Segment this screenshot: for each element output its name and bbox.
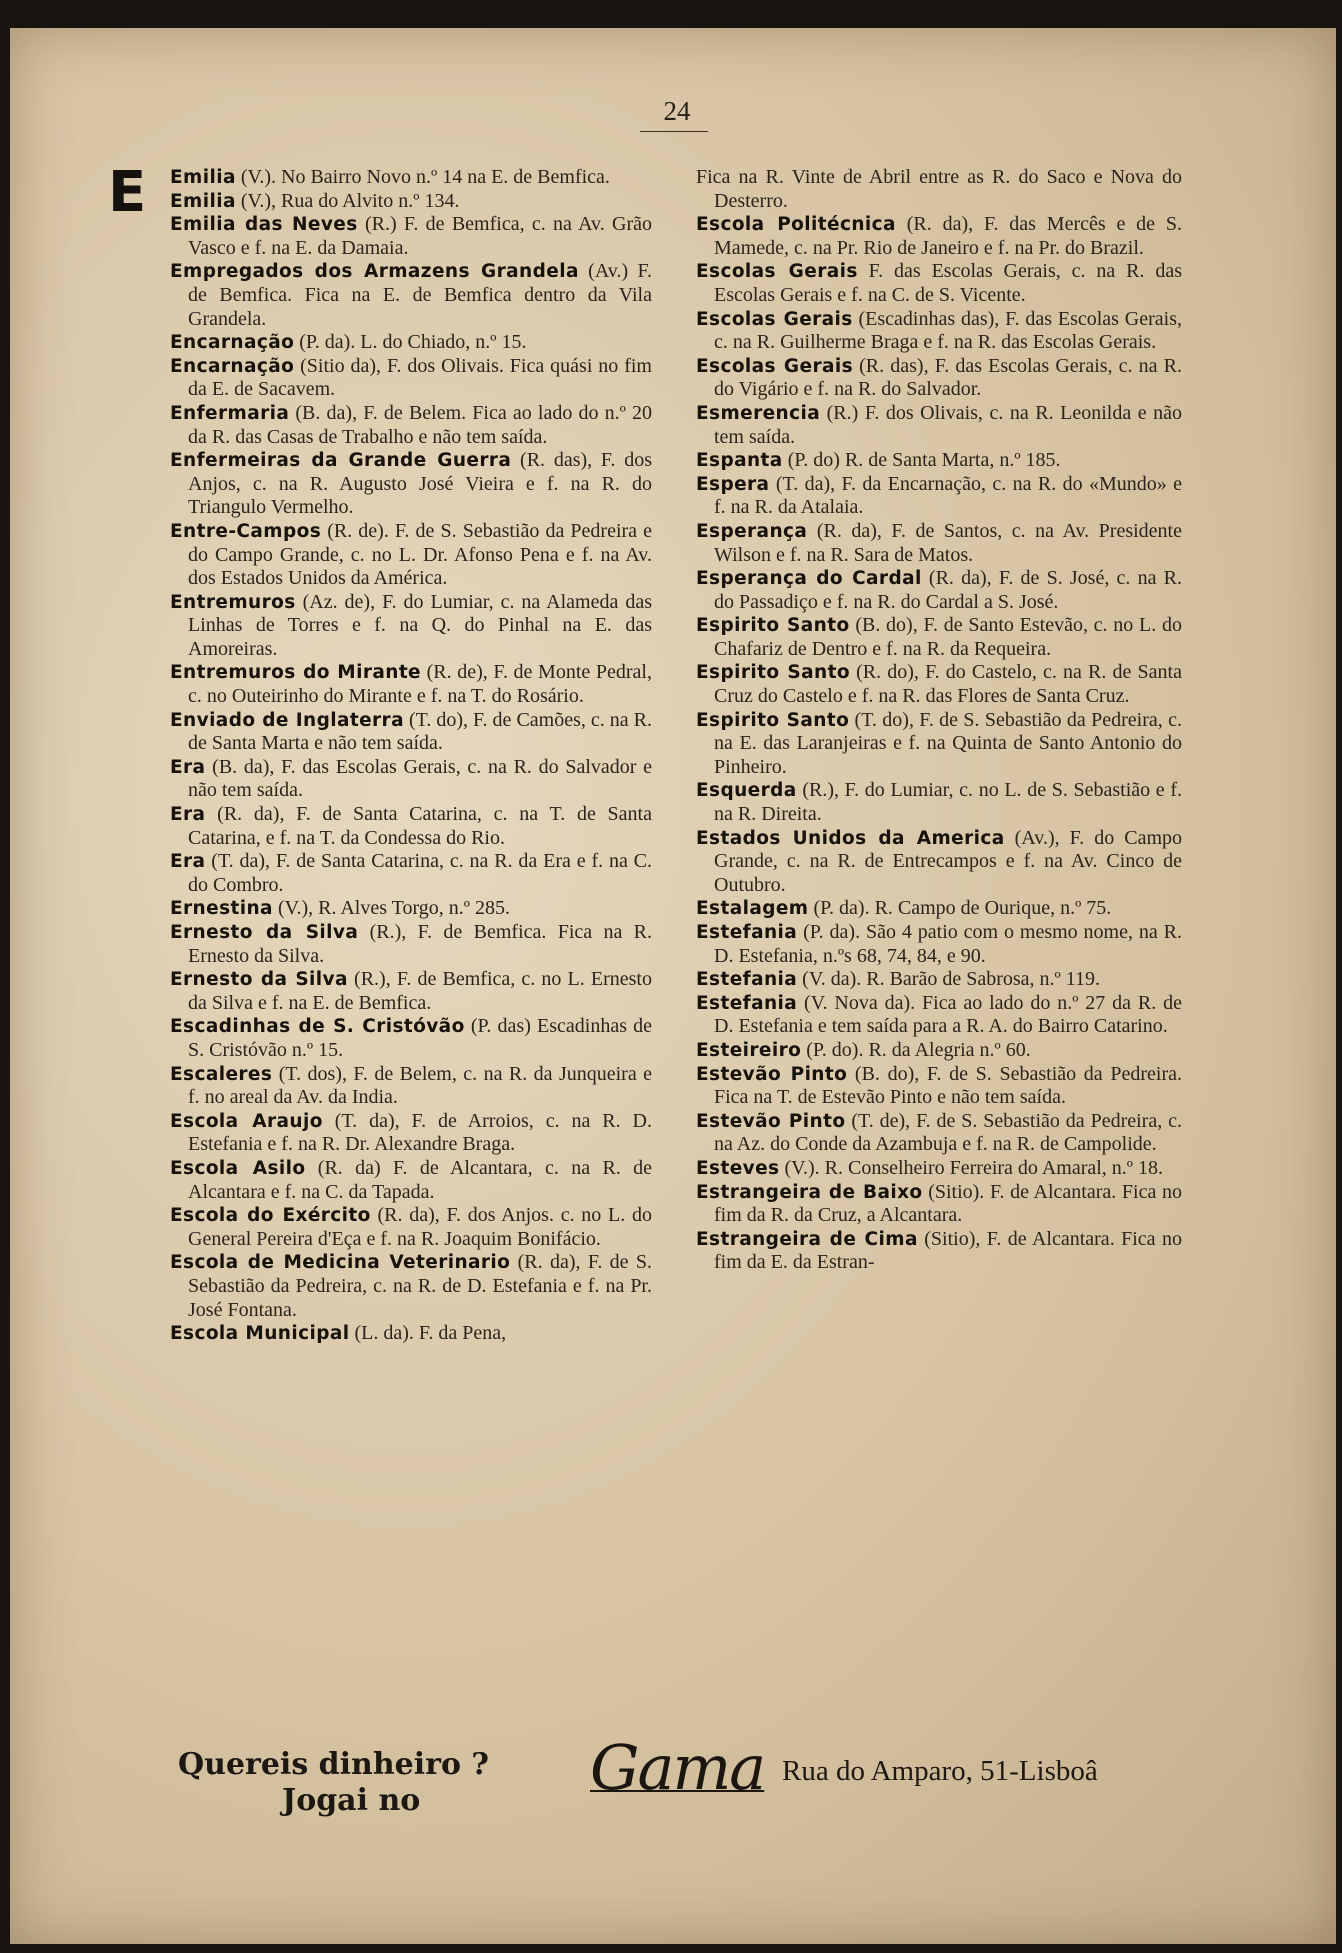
directory-entry	[696, 779, 1182, 826]
page-number: 24	[663, 96, 691, 126]
directory-entry	[696, 1157, 1182, 1181]
entry-text: (R. da) F. de Alcantara, c. na R. de Alcantara e f. na C. da Tapada.	[188, 1156, 652, 1203]
gama-logo: Gama	[590, 1731, 765, 1804]
directory-entry	[696, 1063, 1182, 1110]
entry-text: (T. do), F. de Camões, c. na R. de Santa Marta e não tem saída.	[188, 708, 652, 755]
entry-text: (Sitio). F. de Alcantara. Fica no fim da R. da Cruz, a Alcantara.	[714, 1180, 1182, 1227]
entry-headword: Escadinhas de S. Cristóvão	[170, 1016, 465, 1038]
directory-entry	[696, 166, 1182, 213]
directory-entry	[696, 921, 1182, 968]
page-number-rule	[640, 131, 708, 132]
entry-headword: Espanta	[696, 450, 783, 472]
entry-headword: Escola Araujo	[170, 1110, 323, 1132]
entry-headword: Estefania	[696, 969, 798, 991]
entry-text: (L. da). F. da Pena,	[349, 1322, 507, 1345]
directory-entry	[696, 520, 1182, 567]
entry-text: (Av.), F. do Campo Grande, c. na R. de Entrecampos e f. na Av. Cinco de Outubro.	[714, 826, 1182, 896]
entry-headword: Escolas Gerais	[696, 261, 858, 283]
entry-text: (T. da), F. da Encarnação, c. na R. do «Mundo» e f. na R. da Atalaia.	[714, 472, 1182, 519]
directory-entry	[696, 213, 1182, 260]
ad-address: Rua do Amparo, 51-Lisboâ	[782, 1755, 1098, 1787]
section-letter: E	[108, 160, 147, 225]
entry-text: (T. da), F. de Santa Catarina, c. na R. da Era e f. na C. do Combro.	[188, 850, 652, 896]
directory-entry	[696, 1039, 1182, 1063]
entry-text: (B. da), F. de Belem. Fica ao lado do n.º 20 da R. das Casas de Trabalho e não tem saída.	[188, 401, 652, 448]
entry-text: (Av.) F. de Bemfica. Fica na E. de Bemfica dentro da Vila Grandela.	[188, 260, 652, 330]
entry-text: (R. das), F. das Escolas Gerais, c. na R. do Vigário e f. na R. do Salvador.	[714, 354, 1182, 401]
entry-headword: Escola do Exército	[170, 1205, 371, 1227]
entry-text: (V.). R. Conselheiro Ferreira do Amaral, n.º 18.	[779, 1156, 1164, 1179]
entry-text: (P. da). L. do Chiado, n.º 15.	[294, 331, 527, 354]
entry-headword: Esteves	[696, 1157, 780, 1179]
directory-entry	[696, 897, 1182, 921]
directory-entry	[170, 190, 652, 214]
entry-headword: Estevão Pinto	[696, 1063, 848, 1085]
entry-headword: Espirito Santo	[696, 709, 850, 731]
entry-headword: Era	[170, 804, 206, 826]
entry-headword: Estalagem	[696, 898, 809, 920]
entry-headword: Esmerencia	[696, 402, 821, 424]
right-column	[696, 166, 1182, 1275]
entry-text: (V.). No Bairro Novo n.º 14 na E. de Bemfica.	[235, 166, 610, 188]
directory-entry	[696, 567, 1182, 614]
entry-headword: Espirito Santo	[696, 662, 850, 684]
directory-entry	[170, 166, 652, 190]
directory-entry	[696, 260, 1182, 307]
directory-entry	[170, 449, 652, 520]
entry-headword: Ernesto da Silva	[170, 922, 359, 943]
entry-text: (B. do), F. de Santo Estevão, c. no L. do Chafariz de Dentro e f. na R. da Requeira.	[714, 614, 1182, 660]
directory-entry	[696, 308, 1182, 355]
entry-text: (T. de), F. de S. Sebastião da Pedreira, c. na Az. do Conde da Azambuja e f. na R. de Campolide.	[714, 1109, 1182, 1156]
entry-text: (R. da), F. de Santos, c. na Av. Presidente Wilson e f. na R. Sara de Matos.	[714, 519, 1182, 566]
directory-entry	[170, 850, 652, 897]
entry-text: (V. Nova da). Fica ao lado do n.º 27 da R. de D. Estefania e tem saída para a R. A. do Bairro Catarino.	[714, 991, 1182, 1038]
entry-text: (R. de), F. de Monte Pedral, c. no Outeirinho do Mirante e f. na T. do Rosário.	[188, 661, 652, 708]
directory-entry	[170, 402, 652, 449]
directory-entry	[170, 968, 652, 1015]
directory-entry	[696, 661, 1182, 708]
directory-entry	[170, 1015, 652, 1062]
directory-entry	[696, 1181, 1182, 1228]
entry-text: (B. do), F. de S. Sebastião da Pedreira. Fica na T. de Estevão Pinto e não tem saída.	[714, 1062, 1182, 1109]
entry-headword: Estevão Pinto	[696, 1110, 846, 1132]
entry-headword: Enviado de Inglaterra	[170, 709, 404, 731]
directory-entry	[170, 331, 652, 355]
directory-entry	[170, 756, 652, 803]
entry-text: (Sitio da), F. dos Olivais. Fica quási no fim da E. de Sacavem.	[188, 354, 652, 401]
directory-entry	[696, 402, 1182, 449]
directory-entry	[696, 614, 1182, 661]
entry-text: (B. da), F. das Escolas Gerais, c. na R. do Salvador e não tem saída.	[188, 755, 652, 802]
entry-text: (V.), Rua do Alvito n.º 134.	[235, 189, 460, 212]
ad-call: Jogai no	[282, 1783, 421, 1818]
directory-entry	[170, 520, 652, 591]
entry-headword: Esperança	[696, 520, 808, 542]
entry-headword: Estados Unidos da America	[696, 827, 1005, 849]
directory-entry	[696, 1110, 1182, 1157]
directory-entry	[170, 661, 652, 708]
directory-entry	[170, 1157, 652, 1204]
directory-entry	[696, 355, 1182, 402]
entry-headword: Emilia	[170, 190, 236, 212]
entry-text: F. das Escolas Gerais, c. na R. das Escolas Gerais e f. na C. de S. Vicente.	[714, 260, 1182, 306]
entry-text: (R. da), F. de S. Sebastião da Pedreira, c. na R. de D. Estefania e f. na Pr. José Fontana.	[188, 1251, 652, 1321]
directory-entry	[696, 1228, 1182, 1275]
directory-entry	[170, 803, 652, 850]
entry-headword: Escola de Medicina Veterinario	[170, 1252, 511, 1274]
entry-text: (P. do) R. de Santa Marta, n.º 185.	[782, 449, 1061, 472]
directory-entry	[696, 473, 1182, 520]
entry-headword: Entre-Campos	[170, 520, 322, 542]
entry-text: (R. de). F. de S. Sebastião da Pedreira e do Campo Grande, c. no L. Dr. Afonso Pena e f. na Av. dos Estados Unidos da América.	[188, 519, 652, 590]
entry-text: (R.) F. de Bemfica, c. na Av. Grão Vasco e f. na E. da Damaia.	[188, 213, 652, 259]
entry-headword: Estefania	[696, 992, 798, 1014]
entry-text: (T. dos), F. de Belem, c. na R. da Junqueira e f. no areal da Av. da India.	[188, 1062, 652, 1109]
entry-headword: Encarnação	[170, 332, 295, 354]
entry-headword: Escolas Gerais	[696, 308, 853, 330]
entry-text: (R. da), F. dos Anjos. c. no L. do General Pereira d'Eça e f. na R. Joaquim Bonifácio.	[188, 1204, 652, 1250]
entry-headword: Empregados dos Armazens Grandela	[170, 261, 579, 283]
directory-entry	[696, 992, 1182, 1039]
entry-text: (R.) F. dos Olivais, c. na R. Leonilda e não tem saída.	[714, 401, 1182, 448]
directory-entry	[170, 709, 652, 756]
entry-headword: Entremuros	[170, 591, 296, 613]
directory-entry	[696, 968, 1182, 992]
entry-headword: Escaleres	[170, 1063, 273, 1085]
entry-text: (V.), R. Alves Torgo, n.º 285.	[272, 897, 510, 920]
entry-headword: Escola Municipal	[170, 1323, 350, 1345]
entry-headword: Encarnação	[170, 355, 295, 377]
entry-headword: Espirito Santo	[696, 615, 850, 637]
entry-text: (T. do), F. de S. Sebastião da Pedreira, c. na E. das Laranjeiras e f. na Quinta de Santo Antonio do Pinheiro.	[714, 708, 1183, 778]
entry-headword: Ernestina	[170, 898, 273, 920]
directory-entry	[170, 260, 652, 331]
directory-entry	[170, 897, 652, 921]
directory-entry	[170, 355, 652, 402]
advertisement-banner	[170, 1731, 1190, 1835]
directory-entry	[170, 213, 652, 260]
entry-headword: Estrangeira de Baixo	[696, 1181, 923, 1203]
entry-text: (Escadinhas das), F. das Escolas Gerais, c. na R. Guilherme Braga e f. na R. das Escolas Gerais.	[714, 307, 1182, 354]
entry-text: (P. das) Escadinhas de S. Cristóvão n.º 15.	[188, 1015, 653, 1061]
entry-headword: Emilia das Neves	[170, 214, 358, 236]
directory-entry	[170, 1322, 652, 1346]
directory-entry	[696, 449, 1182, 473]
entry-text: (P. do). R. da Alegria n.º 60.	[801, 1038, 1031, 1061]
entry-text: (R.), F. do Lumiar, c. no L. de S. Sebastião e f. na R. Direita.	[714, 779, 1182, 826]
entry-headword: Escola Asilo	[170, 1157, 306, 1179]
entry-text: (R. da), F. de Santa Catarina, c. na T. de Santa Catarina, e f. na T. da Condessa do Rio.	[188, 803, 652, 849]
entry-headword: Espera	[696, 473, 770, 495]
directory-entry	[696, 709, 1182, 780]
entry-text: (R. da), F. de S. José, c. na R. do Passadiço e f. na R. do Cardal a S. José.	[714, 567, 1182, 613]
entry-text: (P. da). São 4 patio com o mesmo nome, na R. D. Estefania, n.ºs 68, 74, 84, e 90.	[714, 921, 1182, 967]
entry-text: (R. da), F. das Mercês e de S. Mamede, c. na Pr. Rio de Janeiro e f. na Pr. do Brazil.	[714, 213, 1183, 259]
directory-entry	[170, 921, 652, 968]
entry-headword: Enfermaria	[170, 402, 290, 424]
entry-text: (R.), F. de Bemfica, c. no L. Ernesto da Silva e f. na E. de Bemfica.	[188, 968, 652, 1014]
directory-entry	[170, 591, 652, 662]
entry-text: (R. do), F. do Castelo, c. na R. de Santa Cruz do Castelo e f. na R. das Flores de Santa Cruz.	[714, 661, 1182, 708]
entry-text: (R. das), F. dos Anjos, c. na R. Augusto José Vieira e f. na R. do Triangulo Vermelho.	[188, 449, 653, 519]
entry-headword: Esteireiro	[696, 1039, 802, 1061]
entry-headword: Emilia	[170, 167, 236, 188]
directory-entry	[170, 1204, 652, 1251]
left-column	[170, 166, 652, 1346]
entry-headword: Era	[170, 756, 206, 778]
entry-text: Fica na R. Vinte de Abril entre as R. do Saco e Nova do Desterro.	[696, 166, 1182, 212]
ad-question: Quereis dinheiro ?	[178, 1747, 489, 1782]
directory-entry	[170, 1063, 652, 1110]
entry-headword: Estrangeira de Cima	[696, 1228, 918, 1250]
entry-headword: Era	[170, 851, 206, 873]
entry-text: (Az. de), F. do Lumiar, c. na Alameda das Linhas de Torres e f. na Q. do Pinhal na E. das Amoreiras.	[188, 590, 652, 660]
directory-entry	[170, 1251, 652, 1322]
entry-text: (Sitio), F. de Alcantara. Fica no fim da E. da Estran-	[714, 1227, 1182, 1274]
entry-headword: Esperança do Cardal	[696, 568, 922, 590]
entry-headword: Esquerda	[696, 780, 797, 802]
entry-headword: Estefania	[696, 922, 798, 943]
entry-text: (R.), F. de Bemfica. Fica na R. Ernesto da Silva.	[188, 921, 653, 967]
entry-headword: Escola Politécnica	[696, 214, 896, 236]
entry-headword: Ernesto da Silva	[170, 969, 348, 991]
entry-text: (P. da). R. Campo de Ourique, n.º 75.	[808, 897, 1112, 920]
entry-headword: Enfermeiras da Grande Guerra	[170, 450, 512, 472]
directory-entry	[170, 1110, 652, 1157]
entry-headword: Escolas Gerais	[696, 355, 854, 377]
entry-headword: Entremuros do Mirante	[170, 662, 422, 684]
directory-entry	[696, 827, 1182, 898]
entry-text: (V. da). R. Barão de Sabrosa, n.º 119.	[797, 968, 1100, 991]
entry-text: (T. da), F. de Arroios, c. na R. D. Estefania e f. na R. Dr. Alexandre Braga.	[188, 1109, 652, 1156]
